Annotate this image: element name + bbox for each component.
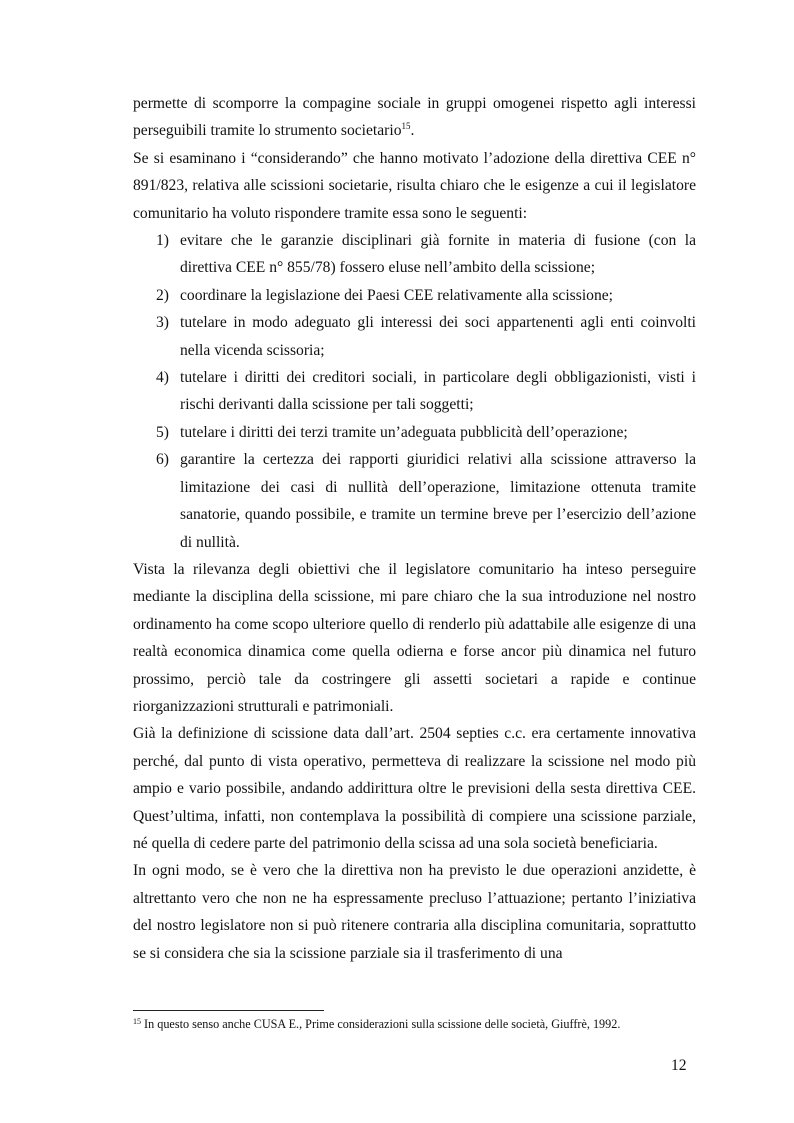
list-item-number: 6) <box>156 451 169 469</box>
page-body <box>133 90 696 967</box>
list-item-number: 4) <box>156 369 169 387</box>
list-item-text: garantire la certezza dei rapporti giuridici relativi alla scissione attraverso la limitazione dei casi di nullità dell’operazione, limitazione ottenuta tramite sanatorie, quando possibile, e tramite un termine breve per l’esercizio dell’azione di nullità. <box>180 451 696 551</box>
paragraph-2: Se si esaminano i “considerando” che hanno motivato l’adozione della direttiva CEE n° 891/823, relativa alle scissioni societarie, risulta chiaro che le esigenze a cui il legislatore comunitario ha voluto rispondere tramite essa sono le seguenti: <box>133 149 696 222</box>
list-item <box>133 419 696 446</box>
list-item-number: 3) <box>156 314 169 332</box>
list-item <box>133 227 696 282</box>
paragraph-1-text: permette di scomporre la compagine sociale in gruppi omogenei rispetto agli interessi perseguibili tramite lo strumento societario <box>133 95 696 140</box>
list-item-number: 1) <box>156 232 169 250</box>
paragraph-1 <box>133 90 696 145</box>
objectives-list <box>133 227 696 556</box>
paragraph-4: Già la definizione di scissione data dall’art. 2504 septies c.c. era certamente innovativa perché, dal punto di vista operativo, permetteva di realizzare la scissione nel modo più ampio e vario possibile, andando addirittura oltre le previsioni della sesta direttiva CEE. Quest’ultima, infatti, non contemplava la possibilità di compiere una scissione parziale, né quella di cedere parte del patrimonio della scissa ad una sola società beneficiaria. <box>133 725 696 852</box>
paragraph-3: Vista la rilevanza degli obiettivi che il legislatore comunitario ha inteso perseguire mediante la disciplina della scissione, mi pare chiaro che la sua introduzione nel nostro ordinamento ha come scopo ulteriore quello di renderlo più adattabile alle esigenze di una realtà economica dinamica come quella odierna e forse ancor più dinamica nel futuro prossimo, perciò tale da costringere gli assetti societari a rapide e continue riorganizzazioni strutturali e patrimoniali. <box>133 560 696 715</box>
footnote <box>133 1017 733 1032</box>
footnote-separator <box>133 1010 324 1011</box>
list-item <box>133 364 696 419</box>
list-item <box>133 309 696 364</box>
list-item-number: 2) <box>156 286 169 304</box>
paragraph-5: In ogni modo, se è vero che la direttiva non ha previsto le due operazioni anzidette, è altrettanto vero che non ne ha espressamente precluso l’attuazione; pertanto l’iniziativa del nostro legislatore non si può ritenere contraria alla disciplina comunitaria, soprattutto se si considera che sia la scissione parziale sia il trasferimento di una <box>133 862 696 962</box>
footnote-text: In questo senso anche CUSA E., Prime considerazioni sulla scissione delle società, Giuffrè, 1992. <box>141 1017 621 1031</box>
list-item <box>133 282 696 309</box>
list-item-text: tutelare i diritti dei creditori sociali, in particolare degli obbligazionisti, visti i rischi derivanti dalla scissione per tali soggetti; <box>180 369 696 414</box>
list-item-number: 5) <box>156 423 169 441</box>
list-item-text: evitare che le garanzie disciplinari già fornite in materia di fusione (con la direttiva CEE n° 855/78) fossero eluse nell’ambito della scissione; <box>180 232 696 277</box>
list-item-text: tutelare in modo adeguato gli interessi dei soci appartenenti agli enti coinvolti nella vicenda scissoria; <box>180 314 696 359</box>
page-number: 12 <box>671 1057 687 1074</box>
footnote-number: 15 <box>133 1017 141 1026</box>
list-item-text: coordinare la legislazione dei Paesi CEE relativamente alla scissione; <box>180 286 614 304</box>
list-item <box>133 446 696 556</box>
list-item-text: tutelare i diritti dei terzi tramite un’adeguata pubblicità dell’operazione; <box>180 423 628 441</box>
paragraph-1-end: . <box>410 122 415 140</box>
footnote-reference[interactable]: 15 <box>401 121 411 132</box>
